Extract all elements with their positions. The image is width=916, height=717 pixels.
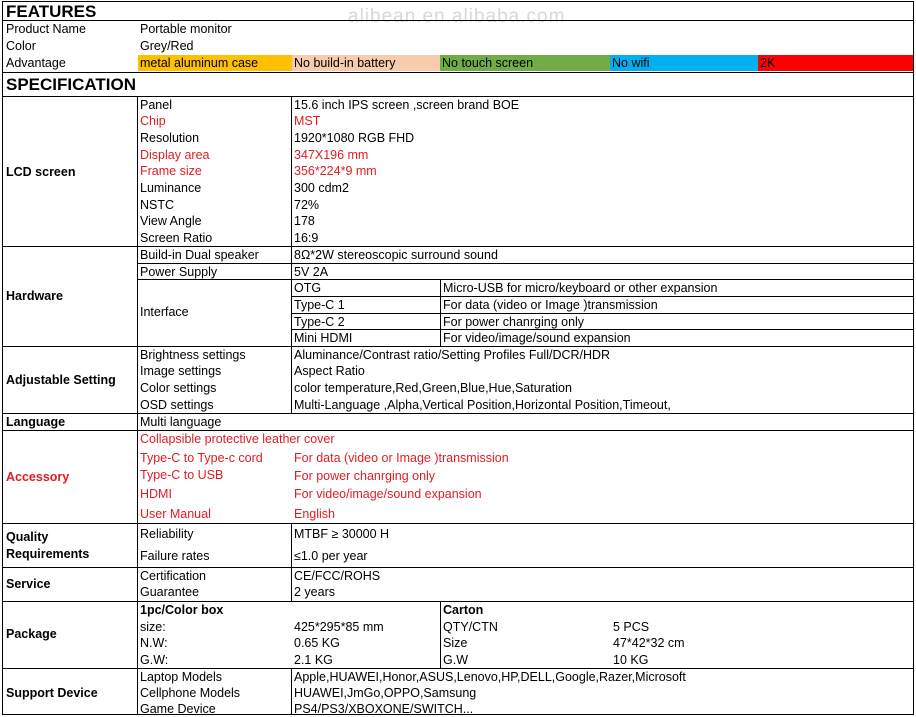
interface-key: Interface	[140, 305, 189, 319]
box-value: 425*295*85 mm	[294, 620, 384, 634]
adjustable-key: OSD settings	[140, 398, 214, 412]
accessory-desc: For data (video or Image )transmission	[294, 451, 509, 465]
adjustable-key: Image settings	[140, 364, 222, 378]
support-key: Laptop Models	[140, 670, 223, 684]
support-key: Game Device	[140, 702, 216, 716]
adjustable-value: Aspect Ratio	[294, 364, 365, 378]
advantage-1: metal aluminum case	[138, 55, 292, 71]
box-value: 2.1 KG	[294, 653, 333, 667]
color-value: Grey/Red	[140, 39, 194, 53]
lcd-key: Screen Ratio	[140, 231, 213, 245]
accessory-desc: For video/image/sound expansion	[294, 487, 482, 501]
speaker-key: Build-in Dual speaker	[140, 248, 259, 262]
box-key: N.W:	[140, 636, 168, 650]
lcd-value: 178	[294, 214, 315, 228]
lcd-value: 356*224*9 mm	[294, 164, 377, 178]
interface-port: OTG	[294, 281, 322, 295]
service-key: Guarantee	[140, 585, 200, 599]
lcd-key: Panel	[140, 98, 172, 112]
box-key: G.W:	[140, 653, 169, 667]
quality-value: MTBF ≥ 30000 H	[294, 527, 390, 541]
quality-value: ≤1.0 per year	[294, 549, 368, 563]
lcd-value: 72%	[294, 198, 320, 212]
interface-desc: Micro-USB for micro/keyboard or other expansion	[443, 281, 718, 295]
color-box-title: 1pc/Color box	[140, 603, 224, 617]
carton-title: Carton	[443, 603, 484, 617]
lcd-value: 1920*1080 RGB FHD	[294, 131, 415, 145]
specification-heading: SPECIFICATION	[6, 75, 137, 94]
lcd-value: MST	[294, 114, 321, 128]
accessory-item: Type-C to USB	[140, 468, 224, 482]
accessory-item: Type-C to Type-c cord	[140, 451, 263, 465]
adjustable-value: Aluminance/Contrast ratio/Setting Profiles Full/DCR/HDR	[294, 348, 611, 362]
support-value: HUAWEI,JmGo,OPPO,Samsung	[294, 686, 477, 700]
adjustable-key: Color settings	[140, 381, 217, 395]
accessory-item: User Manual	[140, 507, 211, 521]
support-key: Cellphone Models	[140, 686, 241, 700]
advantage-3: No touch screen	[440, 55, 610, 71]
speaker-value: 8Ω*2W stereoscopic surround sound	[294, 248, 498, 262]
quality-key: Failure rates	[140, 549, 210, 563]
interface-port: Type-C 2	[294, 315, 345, 329]
lcd-key: Frame size	[140, 164, 202, 178]
support-value: Apple,HUAWEI,Honor,ASUS,Lenovo,HP,DELL,Google,Razer,Microsoft	[294, 670, 686, 684]
accessory-label: Accessory	[6, 470, 70, 484]
box-value: 0.65 KG	[294, 636, 340, 650]
interface-port: Mini HDMI	[294, 331, 353, 345]
advantage-label: Advantage	[6, 56, 66, 70]
lcd-value: 300 cdm2	[294, 181, 349, 195]
features-heading: FEATURES	[6, 2, 97, 21]
lcd-value: 16:9	[294, 231, 319, 245]
service-label: Service	[6, 577, 51, 591]
box-key: size:	[140, 620, 166, 634]
support-value: PS4/PS3/XBOXONE/SWITCH...	[294, 702, 474, 716]
adjustable-value: color temperature,Red,Green,Blue,Hue,Saturation	[294, 381, 572, 395]
carton-key: G.W	[443, 653, 468, 667]
carton-value: 5 PCS	[613, 620, 650, 634]
adjustable-key: Brightness settings	[140, 348, 246, 362]
accessory-item: Collapsible protective leather cover	[140, 432, 335, 446]
lcd-value: 15.6 inch IPS screen ,screen brand BOE	[294, 98, 520, 112]
accessory-item: HDMI	[140, 487, 172, 501]
accessory-desc: English	[294, 507, 335, 521]
carton-key: Size	[443, 636, 468, 650]
carton-key: QTY/CTN	[443, 620, 498, 634]
quality-label-line-2: Requirements	[6, 547, 90, 561]
hardware-label: Hardware	[6, 289, 63, 303]
watermark: alibean.en.alibaba.com	[348, 6, 566, 27]
quality-key: Reliability	[140, 527, 194, 541]
spec-sheet	[2, 1, 914, 715]
interface-desc: For power chanrging only	[443, 315, 585, 329]
adjustable-value: Multi-Language ,Alpha,Vertical Position,Horizontal Position,Timeout,	[294, 398, 671, 412]
package-label: Package	[6, 627, 57, 641]
advantage-4: No wifi	[610, 55, 758, 71]
lcd-key: NSTC	[140, 198, 175, 212]
advantage-5: 2K	[758, 55, 913, 71]
lcd-key: View Angle	[140, 214, 202, 228]
product-name-value: Portable monitor	[140, 22, 232, 36]
interface-desc: For data (video or Image )transmission	[443, 298, 658, 312]
service-value: 2 years	[294, 585, 335, 599]
advantage-2: No build-in battery	[292, 55, 440, 71]
language-value: Multi language	[140, 415, 222, 429]
interface-port: Type-C 1	[294, 298, 345, 312]
lcd-key: Resolution	[140, 131, 200, 145]
quality-label-line-1: Quality	[6, 530, 49, 544]
lcd-key: Luminance	[140, 181, 202, 195]
adjustable-setting-label: Adjustable Setting	[6, 373, 116, 387]
language-label: Language	[6, 415, 66, 429]
lcd-key: Display area	[140, 148, 210, 162]
service-value: CE/FCC/ROHS	[294, 569, 381, 583]
support-device-label: Support Device	[6, 686, 98, 700]
power-supply-value: 5V 2A	[294, 265, 329, 279]
carton-value: 47*42*32 cm	[613, 636, 685, 650]
lcd-value: 347X196 mm	[294, 148, 369, 162]
carton-value: 10 KG	[613, 653, 649, 667]
interface-desc: For video/image/sound expansion	[443, 331, 631, 345]
accessory-desc: For power chanrging only	[294, 469, 436, 483]
lcd-key: Chip	[140, 114, 166, 128]
product-name-label: Product Name	[6, 22, 86, 36]
power-supply-key: Power Supply	[140, 265, 218, 279]
color-label: Color	[6, 39, 36, 53]
service-key: Certification	[140, 569, 206, 583]
lcd-screen-label: LCD screen	[6, 165, 76, 179]
